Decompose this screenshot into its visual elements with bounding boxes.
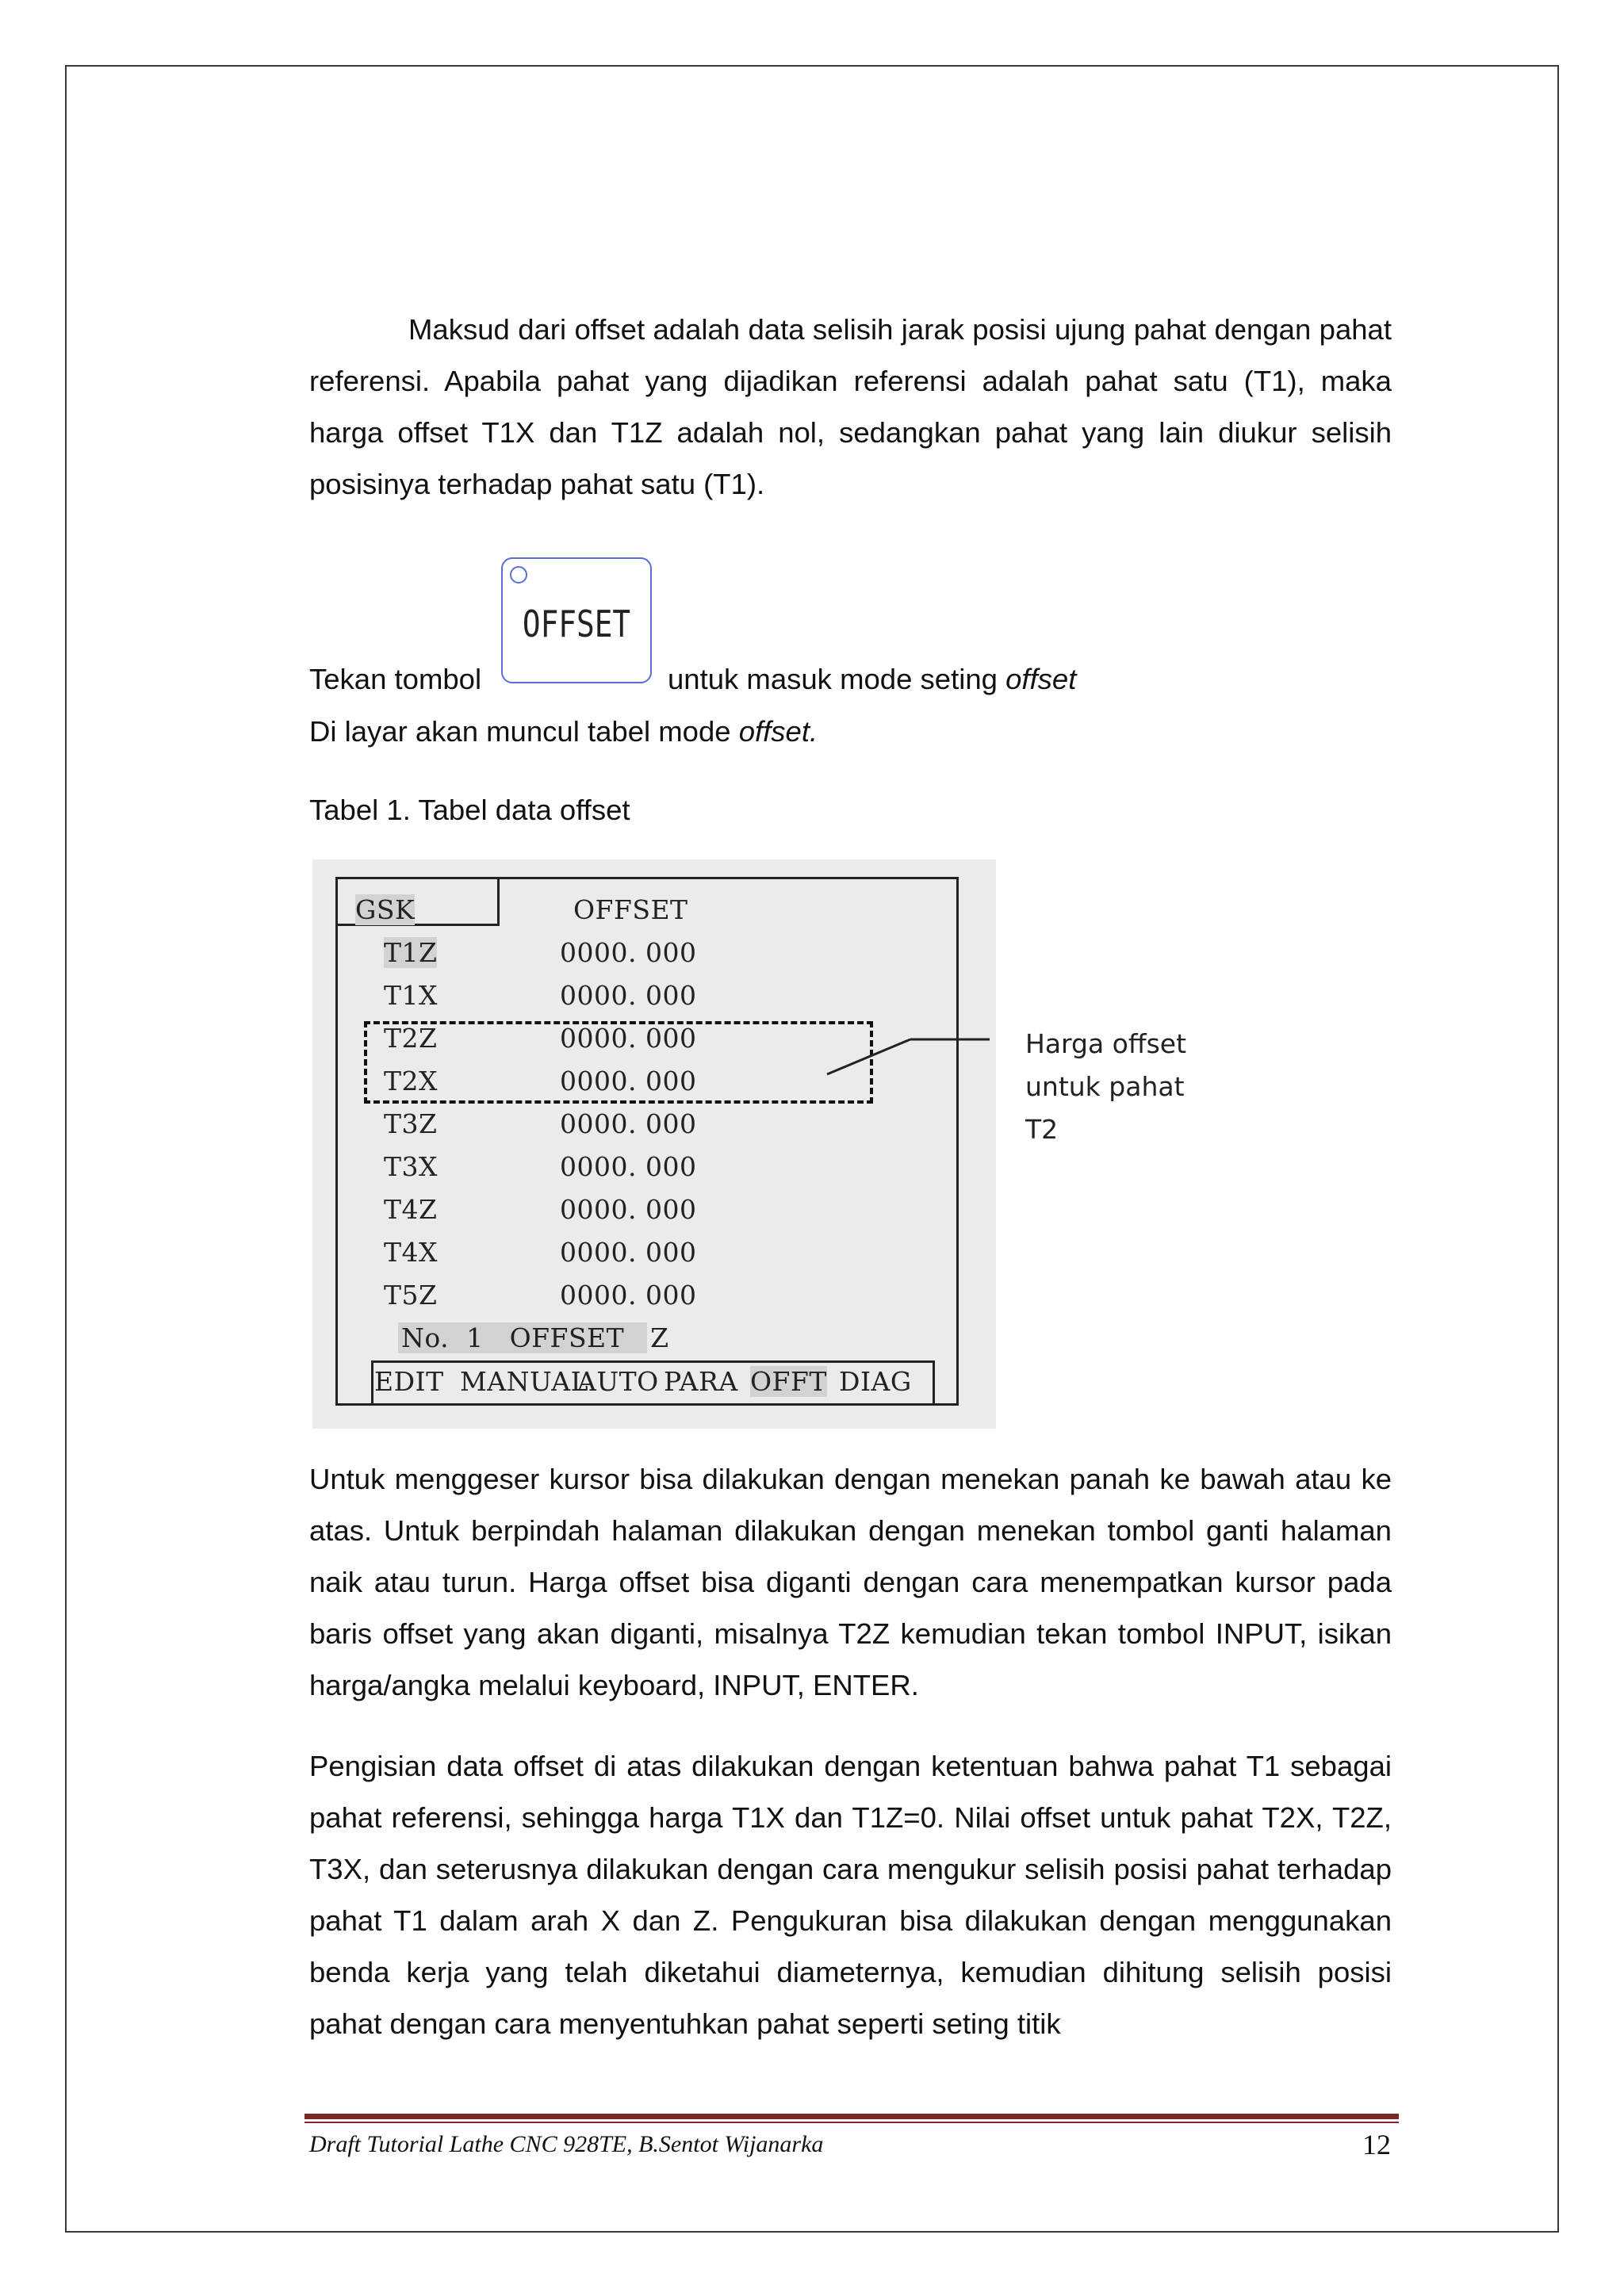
annotation-line: Harga offset <box>1025 1028 1187 1059</box>
press-offset-line-start: Tekan tombol <box>309 663 482 695</box>
offset-value: 0000. 000 <box>560 937 697 968</box>
offset-value: 0000. 000 <box>560 1237 697 1268</box>
cursor-paragraph: Untuk menggeser kursor bisa dilakukan dengan menekan panah ke bawah atau ke atas. Untuk berpindah halaman dilakukan dengan menekan tombol ganti halaman naik atau turun. Harga offset bisa diganti dengan cara menempatkan kursor pada baris offset yang akan diganti, misalnya T2Z kemudian tekan tombol INPUT, isikan harga/angka melalui keyboard, INPUT, ENTER. <box>309 1463 1392 1701</box>
footer-credit: Draft Tutorial Lathe CNC 928TE, B.Sentot Wijanarka <box>309 2131 824 2157</box>
tool-label: T1X <box>384 980 438 1011</box>
screen-table-text: Di layar akan muncul tabel mode <box>309 715 739 748</box>
press-offset-line-text: untuk masuk mode seting <box>668 663 1006 695</box>
footer-rule-thin <box>304 2122 1399 2123</box>
footer-rule <box>304 2114 1399 2119</box>
tool-label: T3Z <box>384 1108 438 1139</box>
offset-fill-paragraph: Pengisian data offset di atas dilakukan dengan ketentuan bahwa pahat T1 sebagai pahat referensi, sehingga harga T1X dan T1Z=0. Nilai offset untuk pahat T2X, T2Z, T3X, dan seterusnya dilakukan dengan cara mengukur selisih posisi pahat terhadap pahat T1 dalam arah X dan Z. Pengukuran bisa dilakukan dengan menggunakan benda kerja yang telah diketahui diameternya, kemudian dihitung selisih posisi pahat dengan cara menyentuhkan pahat seperti seting titik <box>309 1750 1392 2040</box>
press-offset-line-italic: offset <box>1005 663 1077 695</box>
annotation-line: T2 <box>1025 1114 1059 1145</box>
page-number: 12 <box>1362 2129 1391 2160</box>
offset-value: 0000. 000 <box>560 980 697 1011</box>
screen-table-italic: offset. <box>738 715 818 748</box>
brand-label: GSK <box>355 894 416 925</box>
offset-value: 0000. 000 <box>560 1066 697 1096</box>
annotation-line: untuk pahat <box>1025 1071 1185 1102</box>
tool-label: T4X <box>384 1237 438 1268</box>
offset-value: 0000. 000 <box>560 1280 697 1311</box>
tool-label: T2X <box>384 1066 438 1096</box>
annotation-label <box>1025 1023 1186 1151</box>
offset-value: 0000. 000 <box>560 1108 697 1139</box>
tool-label: T4Z <box>384 1194 438 1225</box>
softkey-diag: DIAG <box>839 1366 912 1397</box>
softkey-para: PARA <box>664 1366 738 1397</box>
offset-value: 0000. 000 <box>560 1023 697 1054</box>
status-line: No. 1 OFFSET Z <box>398 1322 647 1353</box>
tool-label: T5Z <box>384 1280 438 1311</box>
offset-value: 0000. 000 <box>560 1151 697 1182</box>
softkey-offt: OFFT <box>750 1366 827 1397</box>
screen-title: OFFSET <box>573 894 688 925</box>
table-caption: Tabel 1. Tabel data offset <box>309 794 630 826</box>
tool-label: T3X <box>384 1151 438 1182</box>
softkey-edit: EDIT <box>374 1366 444 1397</box>
softkey-manual: MANUAL <box>460 1366 589 1397</box>
intro-paragraph: Maksud dari offset adalah data selisih jarak posisi ujung pahat dengan pahat referensi. Apabila pahat yang dijadikan referensi adalah pahat satu (T1), maka harga offset T1X dan T1Z adalah nol, sedangkan pahat yang lain diukur selisih posisinya terhadap pahat satu (T1). <box>309 313 1392 500</box>
tool-label: T1Z <box>384 937 438 968</box>
softkey-auto: AUTO <box>577 1366 659 1397</box>
offset-value: 0000. 000 <box>560 1194 697 1225</box>
offset-key-label: OFFSET <box>522 603 631 645</box>
tool-label: T2Z <box>384 1023 438 1054</box>
